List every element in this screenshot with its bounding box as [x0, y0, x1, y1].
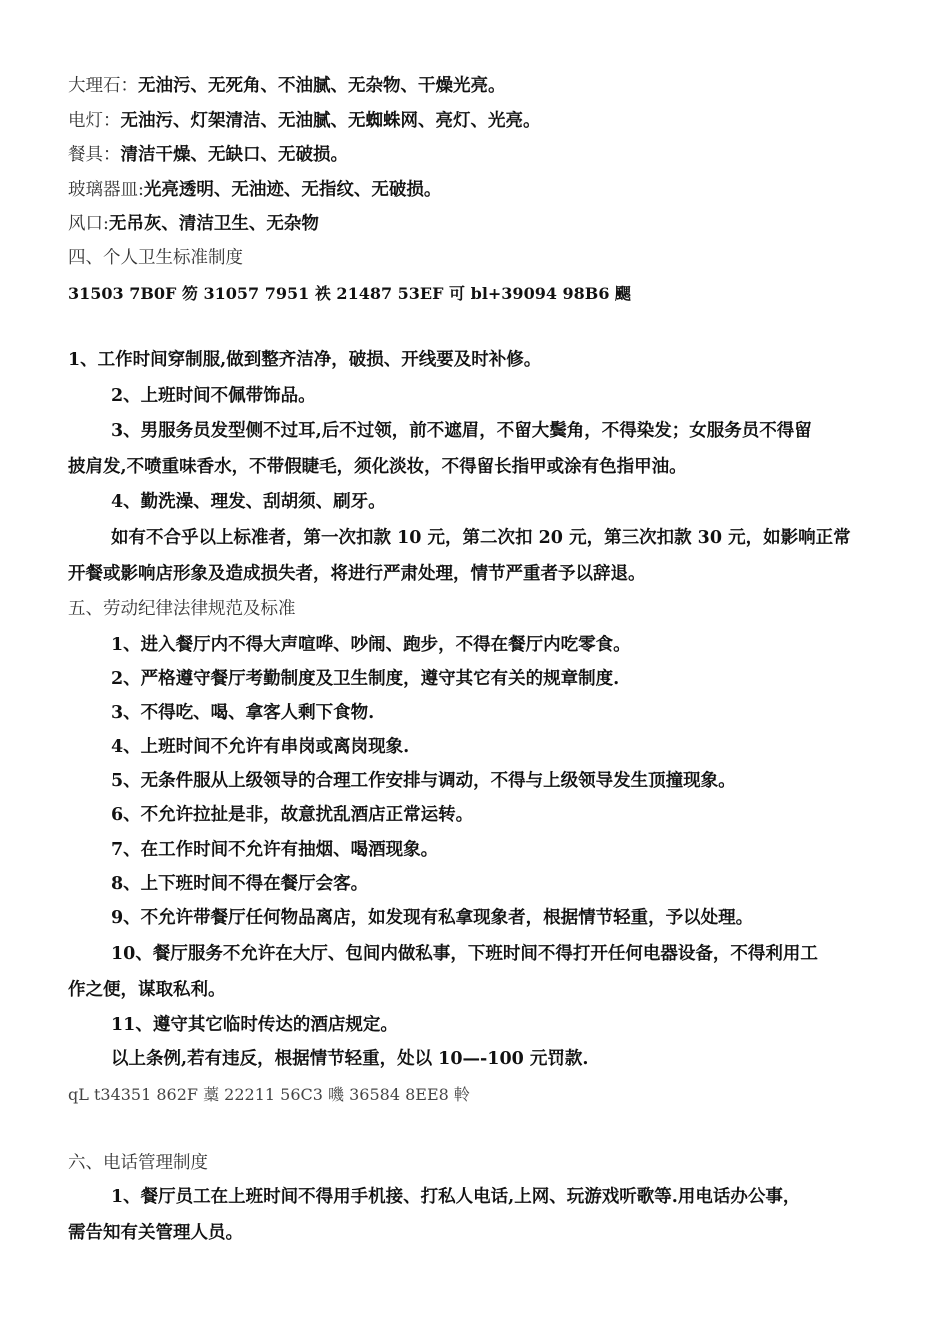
garbled-code-line: 31503 7B0F 笏 31057 7951 祑 21487 53EF 可 bl+39094 98B6 颸 [68, 284, 632, 303]
standard-item [68, 147, 348, 165]
standard-text: 光亮透明、无油迹、无指纹、无破损。 [143, 180, 442, 200]
rule-line: 5、无条件服从上级领导的合理工作安排与调动，不得与上级领导发生顶撞现象。 [111, 771, 736, 791]
section-heading-6: 六、电话管理制度 [68, 1153, 208, 1173]
rule-line: 开餐或影响店形象及造成损失者，将进行严肃处理，情节严重者予以辞退。 [68, 564, 646, 584]
rule-line: 6、不允许拉扯是非，故意扰乱酒店正常运转。 [111, 805, 474, 825]
rule-line: 1、餐厅员工在上班时间不得用手机接、打私人电话,上网、玩游戏听歌等.用电话办公事， [111, 1187, 801, 1207]
rule-line: 11、遵守其它临时传达的酒店规定。 [111, 1015, 398, 1035]
rule-line: 9、不允许带餐厅任何物品离店，如发现有私拿现象者，根据情节轻重，予以处理。 [111, 908, 754, 928]
rule-line: 披肩发,不喷重味香水，不带假睫毛，须化淡妆，不得留长指甲或涂有色指甲油。 [68, 457, 687, 477]
rule-line: 作之便，谋取私利。 [68, 980, 226, 1000]
rule-line: 7、在工作时间不允许有抽烟、喝酒现象。 [111, 840, 439, 860]
standard-label: 电灯： [68, 111, 121, 131]
standard-item [68, 78, 506, 96]
rule-line: 如有不合乎以上标准者，第一次扣款 10 元，第二次扣 20 元，第三次扣款 30 元，如影响正常 [111, 528, 851, 548]
rule-line: 2、上班时间不佩带饰品。 [111, 386, 316, 406]
rule-line: 8、上下班时间不得在餐厅会客。 [111, 874, 369, 894]
standard-item [68, 113, 541, 131]
rule-line: 1、工作时间穿制服,做到整齐洁净，破损、开线要及时补修。 [68, 350, 542, 370]
rule-line: 3、男服务员发型侧不过耳,后不过领，前不遮眉，不留大鬓角，不得染发；女服务员不得留 [111, 421, 812, 441]
standard-item [68, 182, 441, 200]
section-heading-4: 四、个人卫生标准制度 [68, 248, 243, 268]
rule-line: 3、不得吃、喝、拿客人剩下食物. [111, 703, 375, 723]
rule-line: 2、严格遵守餐厅考勤制度及卫生制度，遵守其它有关的规章制度. [111, 669, 620, 689]
rule-line: 1、进入餐厅内不得大声喧哗、吵闹、跑步，不得在餐厅内吃零食。 [111, 635, 631, 655]
standard-label: 风口: [68, 214, 109, 234]
rule-line: 以上条例,若有违反，根据情节轻重，处以 10—-100 元罚款. [111, 1049, 589, 1069]
standard-text: 无油污、灯架清洁、无油腻、无蜘蛛网、亮灯、光亮。 [120, 111, 541, 131]
standard-text: 清洁干燥、无缺口、无破损。 [120, 145, 348, 165]
standard-text: 无油污、无死角、不油腻、无杂物、干燥光亮。 [138, 76, 506, 96]
rule-line: 需告知有关管理人员。 [68, 1223, 243, 1243]
garbled-code-line: qL t34351 862F 藁 22211 56C3 嘰 36584 8EE8 軨 [68, 1085, 470, 1104]
standard-label: 餐具： [68, 145, 121, 165]
standard-label: 大理石： [68, 76, 138, 96]
standard-item [68, 216, 319, 234]
standard-text: 无吊灰、清洁卫生、无杂物 [108, 214, 319, 234]
section-heading-5: 五、劳动纪律法律规范及标准 [68, 599, 296, 619]
rule-line: 4、勤洗澡、理发、刮胡须、刷牙。 [111, 492, 386, 512]
standard-label: 玻璃器皿: [68, 180, 144, 200]
rule-line: 4、上班时间不允许有串岗或离岗现象. [111, 737, 410, 757]
rule-line: 10、餐厅服务不允许在大厅、包间内做私事，下班时间不得打开任何电器设备，不得利用工 [111, 944, 818, 964]
